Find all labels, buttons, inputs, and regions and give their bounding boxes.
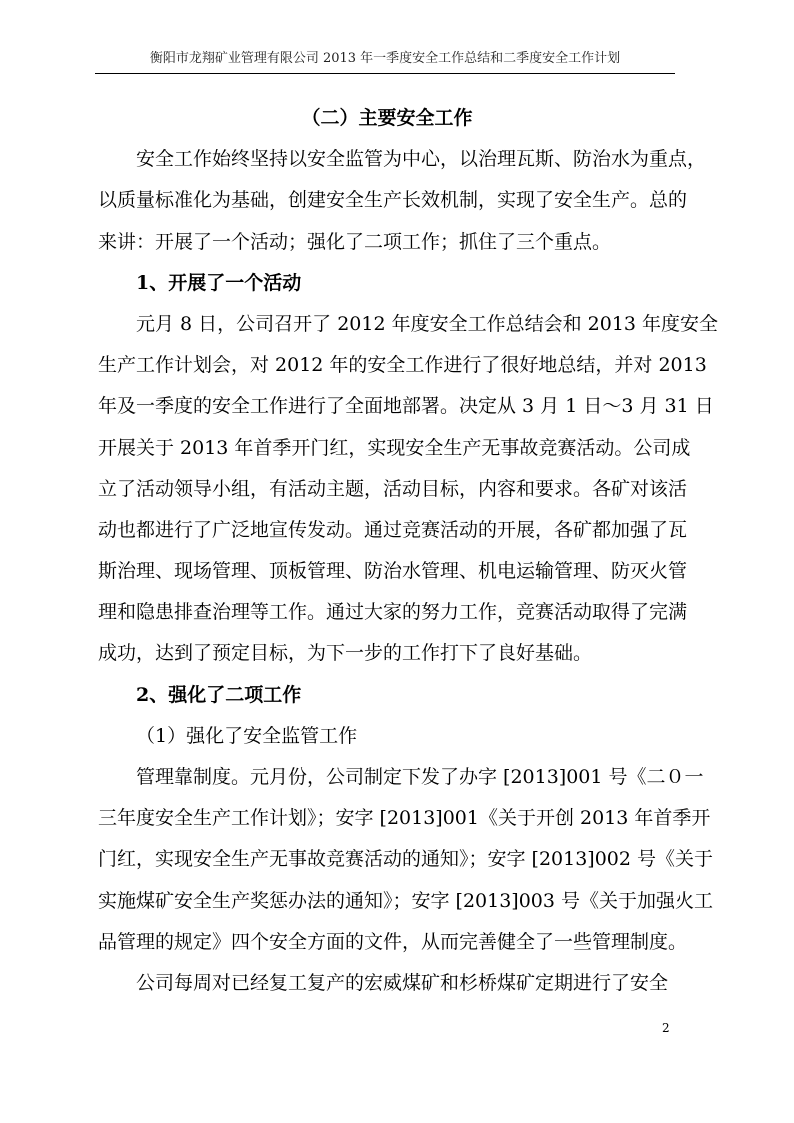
page-number: 2	[662, 1021, 670, 1035]
paragraph-regulations-line: 管理靠制度。元月份，公司制定下发了办字 [2013]001 号《二０一	[136, 766, 704, 788]
heading-two-tasks: 2、强化了二项工作	[136, 683, 302, 706]
paragraph-activity-line: 成功，达到了预定目标，为下一步的工作打下了良好基础。	[98, 642, 593, 665]
paragraph-regulations-line: 三年度安全生产工作计划》；安字 [2013]001《关于开创 2013 年首季开	[98, 807, 711, 830]
header-divider	[95, 73, 675, 74]
paragraph-regulations-line: 门红，实现安全生产无事故竞赛活动的通知》；安字 [2013]002 号《关于	[98, 848, 714, 871]
paragraph-intro-line: 以质量标准化为基础，创建安全生产长效机制，实现了安全生产。总的	[98, 189, 688, 212]
subheading-supervision: （1）强化了安全监管工作	[136, 724, 358, 747]
paragraph-activity-line: 斯治理、现场管理、顶板管理、防治水管理、机电运输管理、防灭火管	[98, 560, 688, 583]
paragraph-activity-line: 动也都进行了广泛地宣传发动。通过竞赛活动的开展，各矿都加强了瓦	[98, 518, 688, 541]
paragraph-activity-line: 生产工作计划会，对 2012 年的安全工作进行了很好地总结，并对 2013	[98, 354, 707, 377]
heading-activity: 1、开展了一个活动	[136, 271, 302, 294]
paragraph-activity-line: 理和隐患排查治理等工作。通过大家的努力工作，竞赛活动取得了完满	[98, 601, 688, 624]
paragraph-activity-line: 开展关于 2013 年首季开门红，实现安全生产无事故竞赛活动。公司成	[98, 436, 691, 459]
paragraph-activity-line: 年及一季度的安全工作进行了全面地部署。决定从 3 月 1 日～3 月 31 日	[98, 395, 714, 418]
section-title: （二）主要安全工作	[301, 107, 473, 129]
page-body	[98, 98, 719, 1004]
paragraph-regulations-line: 品管理的规定》四个安全方面的文件，从而完善健全了一些管理制度。	[98, 930, 688, 953]
paragraph-inspection-line: 公司每周对已经复工复产的宏威煤矿和杉桥煤矿定期进行了安全	[136, 971, 669, 994]
paragraph-intro-line: 安全工作始终坚持以安全监管为中心，以治理瓦斯、防治水为重点，	[136, 148, 707, 171]
paragraph-activity-line: 立了活动领导小组，有活动主题，活动目标，内容和要求。各矿对该活	[98, 477, 688, 500]
paragraph-intro-line: 来讲：开展了一个活动；强化了二项工作；抓住了三个重点。	[98, 230, 612, 253]
running-header: 衡阳市龙翔矿业管理有限公司 2013 年一季度安全工作总结和二季度安全工作计划	[149, 51, 621, 66]
paragraph-regulations-line: 实施煤矿安全生产奖惩办法的通知》；安字 [2013]003 号《关于加强火工	[98, 889, 714, 912]
paragraph-activity-line: 元月 8 日，公司召开了 2012 年度安全工作总结会和 2013 年度安全	[136, 312, 719, 335]
